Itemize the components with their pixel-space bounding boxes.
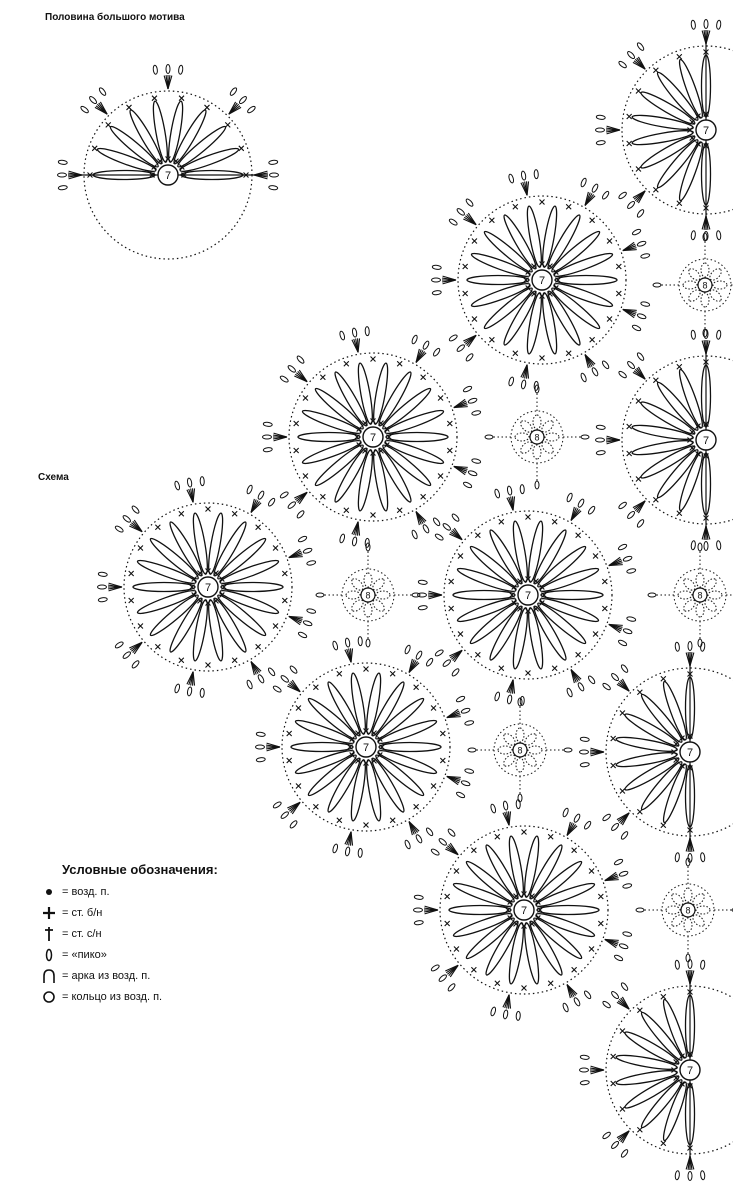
small-motif (468, 698, 572, 802)
motif-number: 7 (362, 742, 370, 754)
motif-number: 7 (369, 432, 377, 444)
scheme-title: Схема (38, 472, 69, 483)
legend-item-label: = ст. б/н (62, 906, 103, 919)
motif-number: 8 (685, 905, 691, 916)
half-motif-sample (58, 65, 279, 260)
small-motif (485, 385, 589, 489)
motif-number: 8 (702, 280, 708, 291)
arch-icon (40, 967, 58, 985)
small-motif (316, 543, 420, 647)
legend-item-label: = «пико» (62, 948, 107, 961)
legend-item-picot (40, 944, 270, 965)
legend-item-label: = ст. с/н (62, 927, 102, 940)
large-motif (414, 800, 633, 1021)
motif-number: 7 (524, 590, 532, 602)
legend-item-ring (40, 986, 270, 1007)
half-motif-title: Половина большого мотива (45, 12, 185, 23)
motif-number: 7 (520, 905, 528, 917)
edge-small-motif (636, 858, 733, 962)
motif-number: 7 (702, 125, 710, 137)
legend-item-chain (40, 881, 270, 902)
edge-half-motif (580, 960, 733, 1181)
legend (40, 862, 270, 1007)
large-motif (432, 170, 651, 391)
motif-number: 7 (686, 747, 694, 759)
legend-item-dc (40, 923, 270, 944)
dot-icon (40, 883, 58, 901)
dagger-icon (40, 925, 58, 943)
plus-icon (40, 904, 58, 922)
edge-small-motif (653, 233, 733, 337)
motif-number: 7 (686, 1065, 694, 1077)
motif-number: 8 (697, 590, 703, 601)
edge-small-motif (648, 543, 733, 647)
motif-number: 7 (702, 435, 710, 447)
legend-item-label: = кольцо из возд. п. (62, 990, 163, 1003)
motif-number: 7 (538, 275, 546, 287)
legend-item-arch (40, 965, 270, 986)
edge-half-motif (580, 642, 733, 863)
edge-half-motif (596, 330, 733, 551)
motif-number: 8 (517, 745, 523, 756)
legend-item-label: = возд. п. (62, 885, 110, 898)
motif-number: 8 (365, 590, 371, 601)
legend-item-sc (40, 902, 270, 923)
motif-number: 7 (164, 170, 172, 182)
edge-half-motif (596, 20, 733, 241)
large-motif (418, 485, 637, 706)
motif-number: 7 (204, 582, 212, 594)
motif-number: 8 (534, 432, 540, 443)
large-motif (98, 477, 317, 698)
legend-item-label: = арка из возд. п. (62, 969, 151, 982)
legend-title: Условные обозначения: (62, 862, 218, 877)
ring-icon (40, 988, 58, 1006)
large-motif (263, 327, 482, 548)
picot-icon (40, 946, 58, 964)
large-motif (256, 637, 475, 858)
